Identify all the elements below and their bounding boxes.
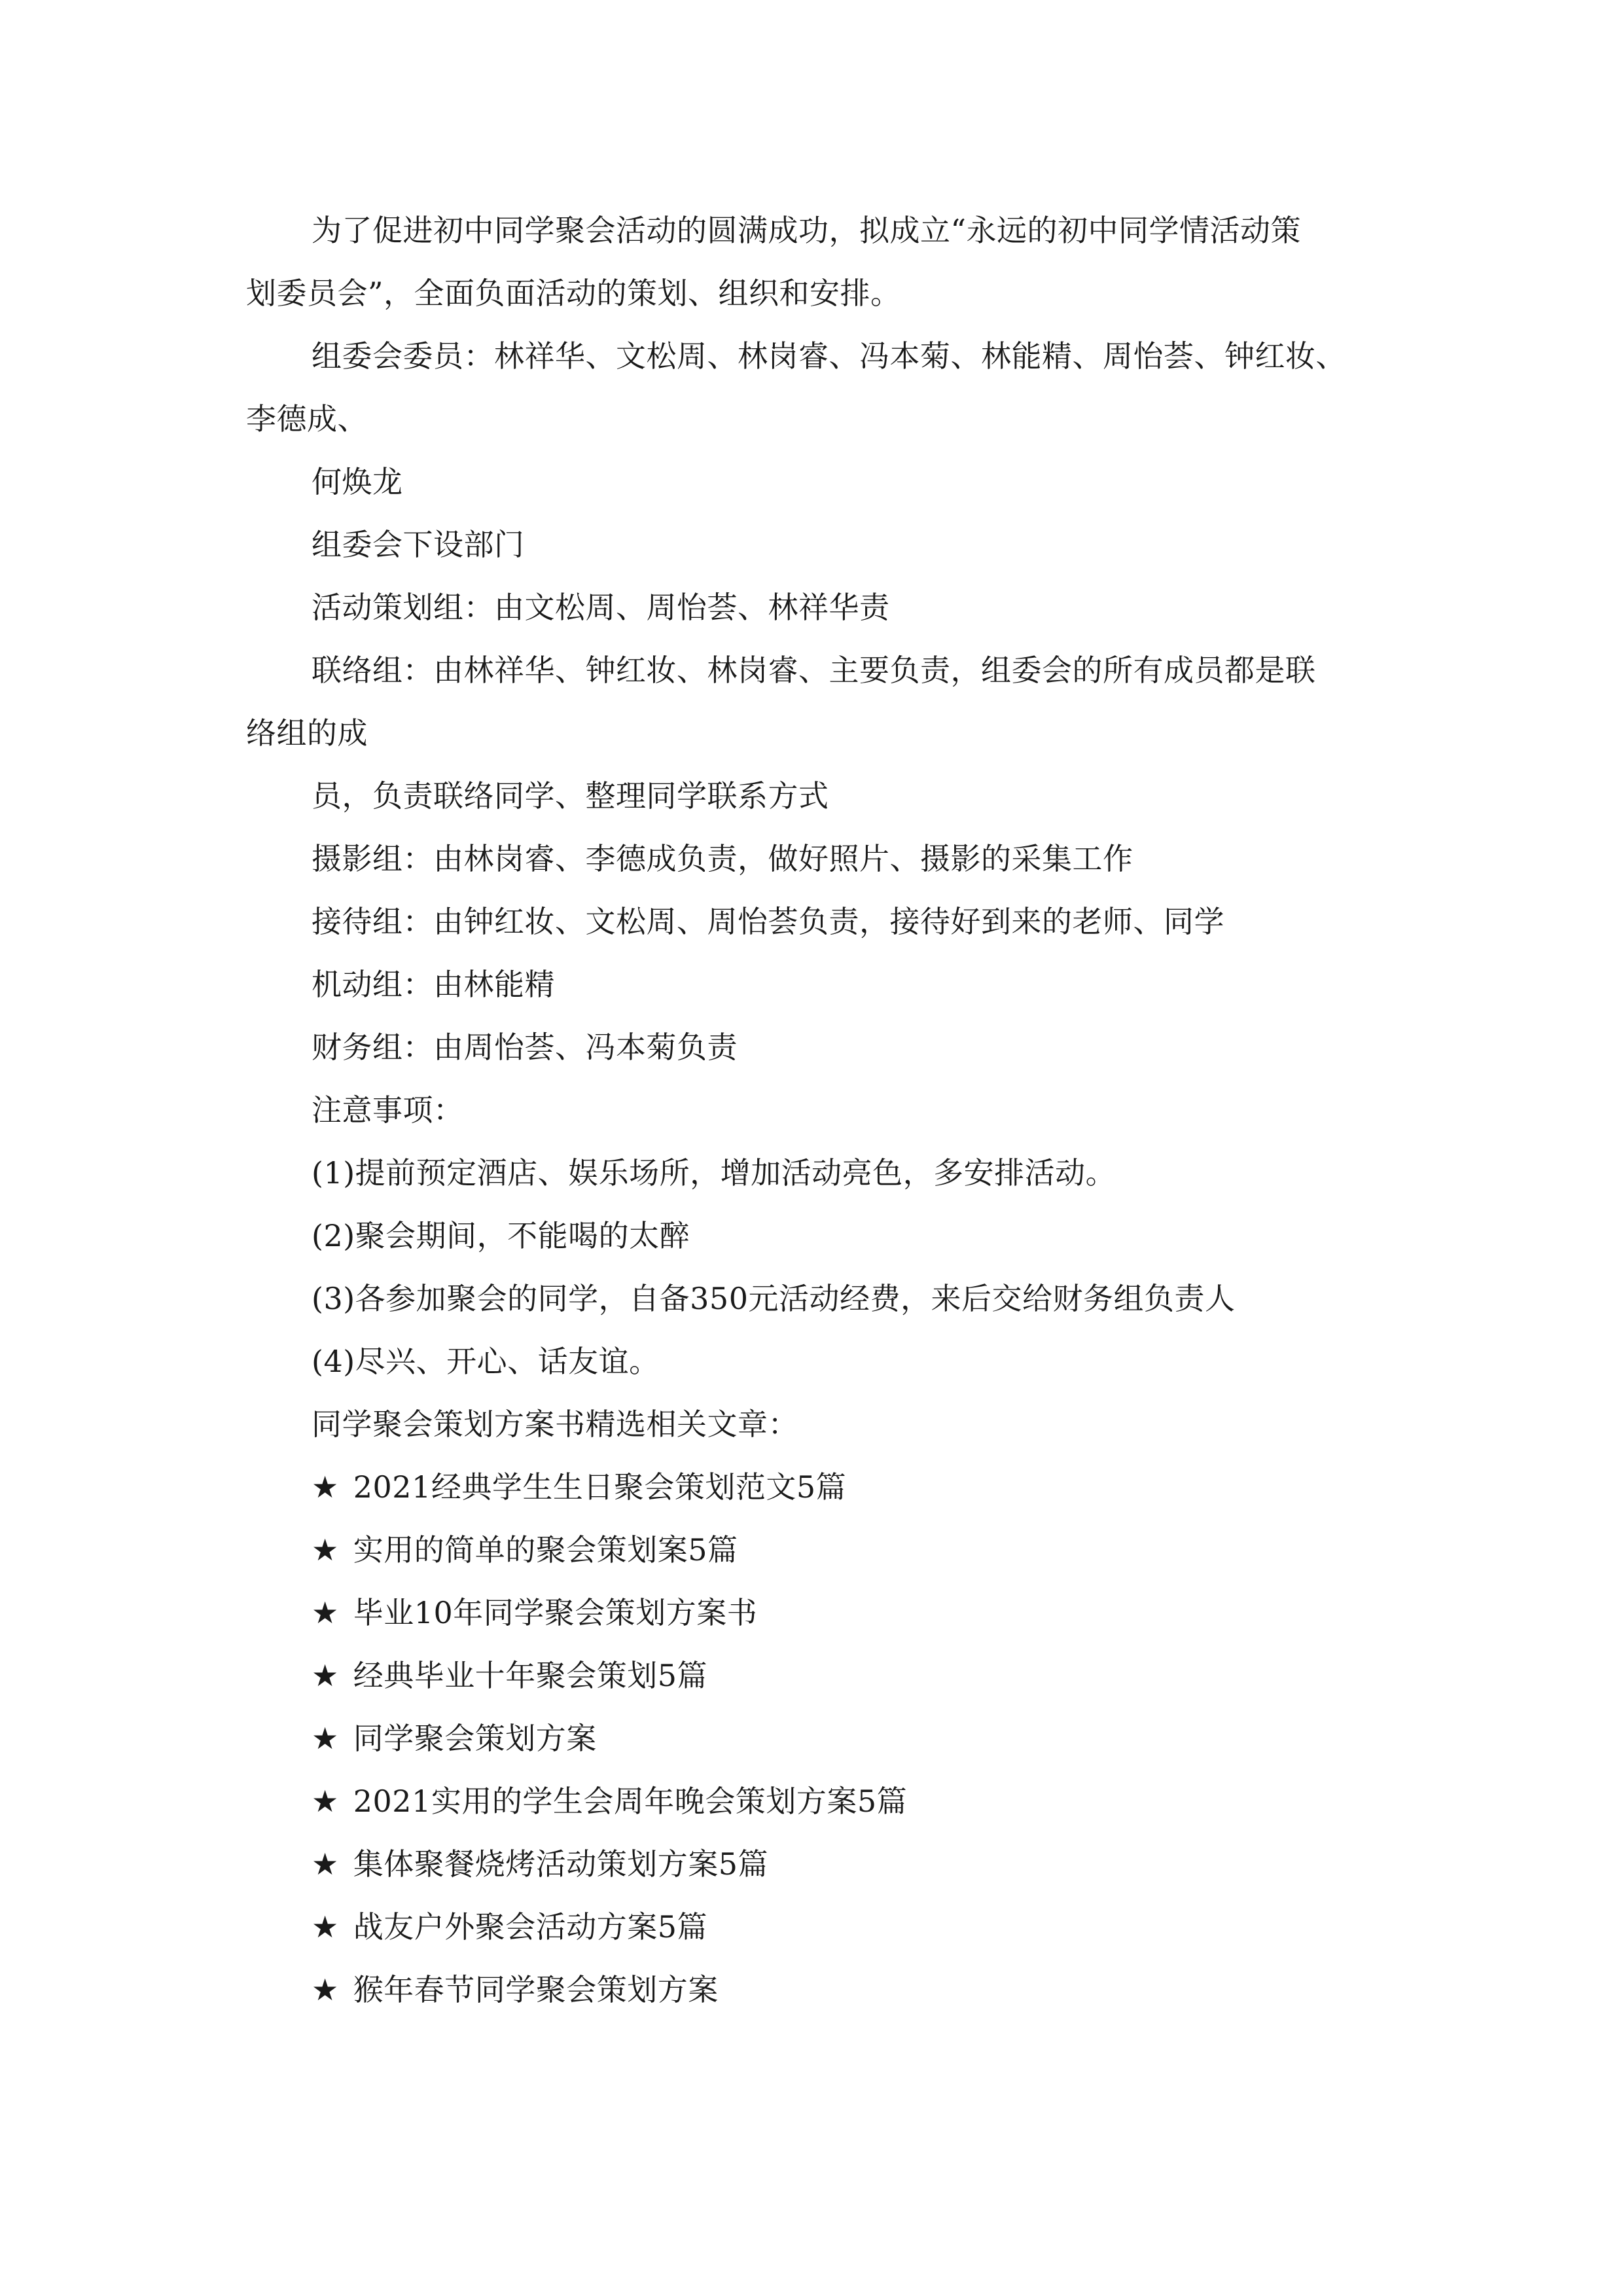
mobile-group: 机动组：由林能精 [312,967,555,1002]
finance-group: 财务组：由周怡荟、冯本菊负责 [312,1030,738,1065]
related-article-title: 2021实用的学生会周年晚会策划方案5篇 [353,1784,908,1819]
note-item: (3)各参加聚会的同学，自备350元活动经费，来后交给财务组负责人 [312,1281,1236,1316]
committee-member-last: 何焕龙 [312,464,403,499]
star-icon: ★ [312,1532,339,1568]
related-article-title: 战友户外聚会活动方案5篇 [353,1909,708,1945]
related-article-link[interactable] [312,1844,768,1884]
related-article-link[interactable] [312,1593,757,1632]
intro-line-2: 划委员会”，全面负面活动的策划、组织和安排。 [246,276,901,311]
related-article-title: 实用的简单的聚会策划案5篇 [353,1532,738,1568]
related-article-link[interactable] [312,1907,707,1946]
star-icon: ★ [312,1595,339,1630]
reception-group: 接待组：由钟红妆、文松周、周怡荟负责，接待好到来的老师、同学 [312,904,1224,939]
notes-heading: 注意事项： [312,1092,464,1128]
star-icon: ★ [312,1846,339,1882]
star-icon: ★ [312,1721,339,1756]
liaison-group-line-1: 联络组：由林祥华、钟红妆、林岗睿、主要负责，组委会的所有成员都是联 [312,653,1316,688]
departments-heading: 组委会下设部门 [312,527,525,562]
liaison-group-line-3: 员，负责联络同学、整理同学联系方式 [312,778,829,814]
related-article-title: 同学聚会策划方案 [353,1721,597,1756]
related-article-link[interactable] [312,1530,738,1570]
intro-line-1: 为了促进初中同学聚会活动的圆满成功，拟成立“永远的初中同学情活动策 [312,213,1302,248]
related-article-title: 毕业10年同学聚会策划方案书 [353,1595,758,1630]
star-icon: ★ [312,1784,339,1819]
related-article-title: 2021经典学生生日聚会策划范文5篇 [353,1469,847,1505]
star-icon: ★ [312,1972,339,2007]
related-article-link[interactable] [312,1782,907,1821]
related-articles-heading: 同学聚会策划方案书精选相关文章： [312,1407,798,1442]
note-item: (1)提前预定酒店、娱乐场所，增加活动亮色，多安排活动。 [312,1155,1116,1191]
committee-members-line-2: 李德成、 [246,401,368,437]
related-article-title: 经典毕业十年聚会策划5篇 [353,1658,708,1693]
planning-group: 活动策划组：由文松周、周怡荟、林祥华责 [312,590,890,625]
note-item: (2)聚会期间，不能喝的太醉 [312,1218,690,1253]
photography-group: 摄影组：由林岗睿、李德成负责，做好照片、摄影的采集工作 [312,841,1133,876]
liaison-group-line-2: 络组的成 [246,715,368,751]
related-article-title: 集体聚餐烧烤活动策划方案5篇 [353,1846,769,1882]
related-article-title: 猴年春节同学聚会策划方案 [353,1972,719,2007]
related-article-link[interactable] [312,1467,846,1507]
star-icon: ★ [312,1658,339,1693]
star-icon: ★ [312,1469,339,1505]
related-article-link[interactable] [312,1970,719,2009]
related-article-link[interactable] [312,1719,597,1758]
star-icon: ★ [312,1909,339,1945]
note-item: (4)尽兴、开心、话友谊。 [312,1344,660,1379]
committee-members-line-1: 组委会委员：林祥华、文松周、林岗睿、冯本菊、林能精、周怡荟、钟红妆、 [312,338,1346,374]
related-article-link[interactable] [312,1656,707,1695]
